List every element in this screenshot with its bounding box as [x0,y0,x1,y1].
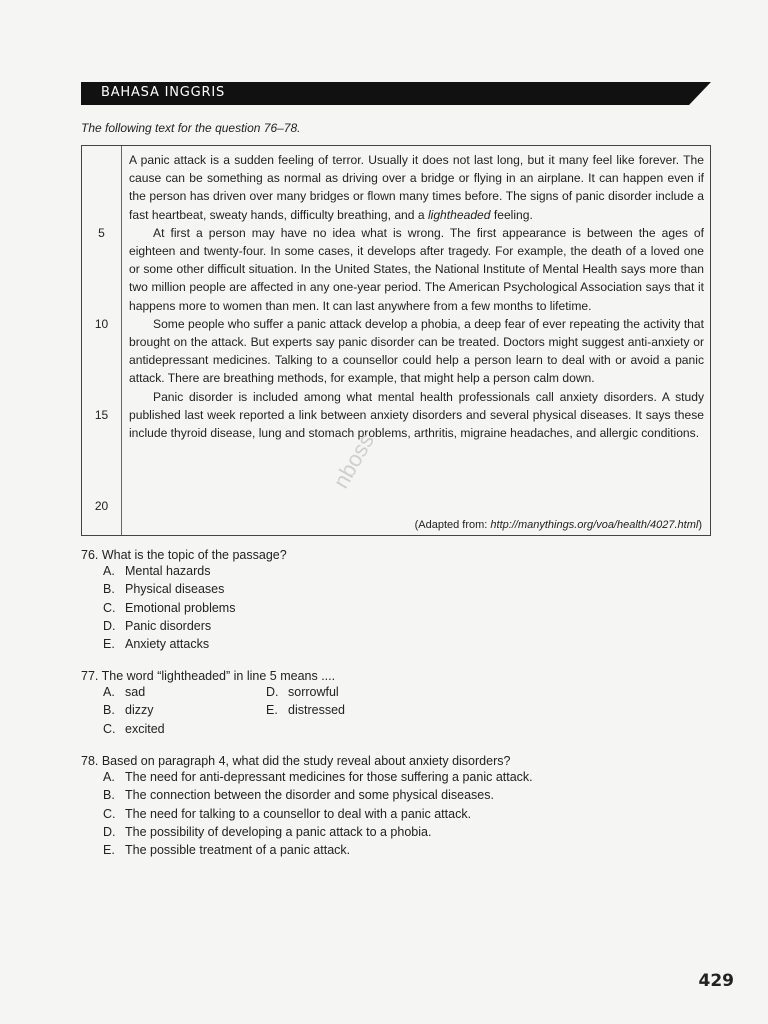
option-label: E. [103,637,115,652]
option-text: The connection between the disorder and some physical diseases. [125,788,494,803]
section-banner [81,82,711,105]
option-label: D. [103,618,116,633]
option-label: A. [103,685,115,699]
option-text: The possibility of developing a panic attack to a phobia. [125,824,432,839]
answer-option[interactable] [81,722,244,740]
answer-option[interactable] [244,685,444,703]
line-number: 20 [94,499,109,513]
option-text: The need for anti-depressant medicines for those suffering a panic attack. [125,770,533,784]
answer-option[interactable] [81,770,533,788]
question-stem: 76. What is the topic of the passage? [81,548,287,562]
option-text: Mental hazards [125,564,211,578]
question-stem: 77. The word “lightheaded” in line 5 means .... [81,669,336,683]
option-label: D. [266,685,279,699]
options-grid [81,685,444,740]
option-label: A. [103,564,115,578]
answer-option[interactable] [81,619,287,637]
option-text: sad [125,685,146,699]
answer-option[interactable] [81,807,533,825]
question-stem: 78. Based on paragraph 4, what did the study reveal about anxiety disorders? [81,754,511,768]
page-number: 429 [698,971,734,991]
answer-option[interactable] [81,685,244,703]
question-77 [81,669,444,740]
line-number: 5 [98,226,105,240]
passage-intro: The following text for the question 76–78. [81,121,301,135]
paragraph-1-text: A panic attack is a sudden feeling of terror. Usually it does not last long, but it many feel like forever. The cause can be something as normal as driving over a bridge or flying in an airplane. It can happen even if the person has driven over many bridges or flown many times before. The signs of panic disorder include a fast heartbeat, sweaty hands, difficulty breathing, and a [129,153,704,222]
option-text: distressed [288,703,345,718]
section-label: BAHASA INGGRIS [101,85,226,100]
answer-option[interactable] [81,825,533,843]
answer-option[interactable] [81,637,287,655]
question-76 [81,548,287,655]
answer-option[interactable] [81,564,287,582]
source-url: http://manythings.org/voa/health/4027.html [490,519,699,531]
option-text: Physical diseases [125,582,225,597]
paragraph-4: Panic disorder is included among what mental health professionals call anxiety disorders. A study published last week reported a link between anxiety disorders and several physical diseases. It says these include thyroid disease, lung and stomach problems, arthritis, migraine headaches, and allergic conditions. [129,389,704,441]
option-label: C. [103,600,116,615]
option-text: Panic disorders [125,618,212,633]
source-suffix: ) [698,519,702,531]
option-text: Anxiety attacks [125,637,210,652]
reading-passage-box [81,145,711,536]
paragraph-1-end: feeling. [490,207,533,222]
watermark: nboss [328,429,380,493]
italic-word: lightheaded [427,207,491,222]
option-text: The possible treatment of a panic attack. [125,843,351,858]
option-text: The need for talking to a counsellor to deal with a panic attack. [125,806,472,821]
line-number: 15 [94,408,109,422]
answer-option[interactable] [81,788,533,806]
paragraph-3: Some people who suffer a panic attack develop a phobia, a deep fear of ever repeating the activity that brought on the attack. But experts say panic disorder can be treated. Doctors might suggest anti-anxiety or antidepressant medicines. Talking to a counsellor could help a person learn to deal with or avoid a panic attack. There are breathing methods, for example, that might help a person calm down. [129,316,704,386]
option-text: Emotional problems [125,600,236,615]
option-label: A. [103,770,115,784]
line-number-column [82,146,122,535]
option-label: B. [103,788,115,803]
paragraph-2: At first a person may have no idea what is wrong. The first appearance is between the ages of eighteen and twenty-four. In some cases, it develops after tragedy. For example, the death of a loved one or some other difficult situation. In the United States, the National Institute of Mental Health says more than two million people are affected in any one-year period. The American Psychological Association says that it happens more to women than men. It can last anywhere from a few months to lifetime. [129,225,704,313]
option-text: dizzy [125,703,154,718]
passage-text [129,151,704,442]
option-label: E. [103,843,115,858]
source-prefix: (Adapted from: [414,519,491,531]
paragraph-1 [129,151,704,224]
answer-option[interactable] [81,843,533,861]
option-label: C. [103,721,116,736]
answer-option[interactable] [81,601,287,619]
option-text: sorrowful [288,685,339,699]
line-number: 10 [94,317,109,331]
passage-source [415,519,702,531]
question-78 [81,754,533,861]
answer-option[interactable] [244,703,444,721]
option-label: D. [103,824,116,839]
option-label: E. [266,703,278,718]
option-label: B. [103,582,115,597]
answer-option[interactable] [81,703,244,721]
option-label: C. [103,806,116,821]
option-text: excited [125,721,165,736]
answer-option[interactable] [81,582,287,600]
option-label: B. [103,703,115,718]
